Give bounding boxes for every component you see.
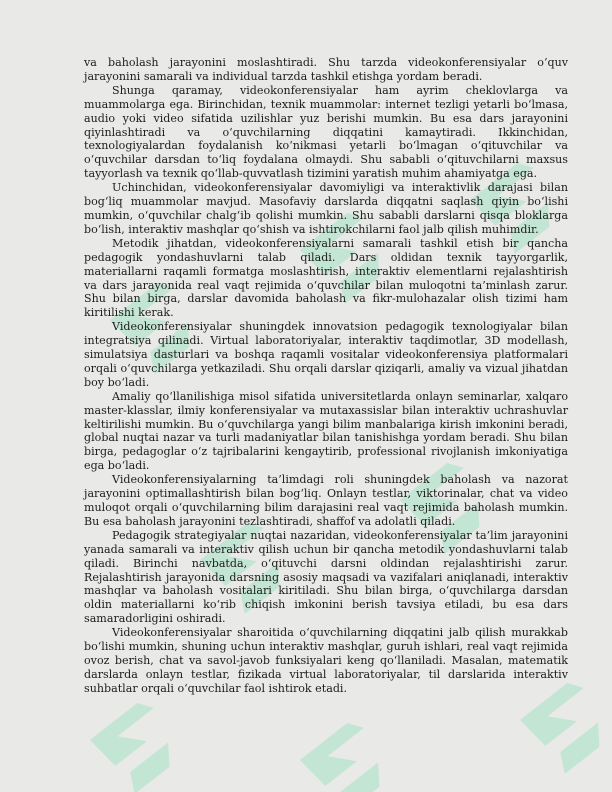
paragraph: Uchinchidan, videokonferensiyalar davomiyligi va interaktivlik darajasi bilan bog‘liq muammolar mavjud. Masofaviy darslarda diqqatni saqlash qiyin bo‘lishi mumkin, o‘quvchilar chalg‘ib qolishi mumkin. Shu sababli darslarni qisqa bloklarga bo‘lish, interaktiv mashqlar qo‘shish va ishtirokchilarni faol jalb qilish muhimdir. — [84, 181, 568, 236]
paragraph: Amaliy qo‘llanilishiga misol sifatida universitetlarda onlayn seminarlar, xalqaro master-klasslar, ilmiy konferensiyalar va mutaxassislar bilan interaktiv uchrashuvlar keltirilishi mumkin. Bu o‘quvchilarga yangi bilim manbalariga kirish imkonini beradi, global nuqtai nazar va turli madaniyatlar bilan tanishishga yordam beradi. Shu bilan birga, pedagoglar o‘z tajribalarini kengaytirib, professional rivojlanish imkoniyatiga ega bo‘ladi. — [84, 389, 568, 473]
paragraph: Pedagogik strategiyalar nuqtai nazaridan, videokonferensiyalar ta’lim jarayonini yanada samarali va interaktiv qilish uchun bir qancha metodik yondashuvlarni talab qiladi. Birinchi navbatda, o‘qituvchi darsni oldindan rejalashtirishi zarur. Rejalashtirish jarayonida darsning asosiy maqsadi va vazifalari aniqlanadi, interaktiv mashqlar va baholash vositalari kiritiladi. Shu bilan birga, o‘quvchilarga darsdan oldin materiallarni ko‘rib chiqish imkonini berish tavsiya etiladi, bu esa dars samaradorligini oshiradi. — [84, 528, 568, 626]
paragraph: Videokonferensiyalarning ta’limdagi roli shuningdek baholash va nazorat jarayonini optimallashtirish bilan bog‘liq. Onlayn testlar, viktorinalar, chat va video muloqot orqali o‘quvchilarning bilim darajasini real vaqt rejimida baholash mumkin. Bu esa baholash jarayonini tezlashtiradi, shaffof va adolatli qiladi. — [84, 473, 568, 528]
paragraph: Metodik jihatdan, videokonferensiyalarni samarali tashkil etish bir qancha pedagogik yondashuvlarni talab qiladi. Dars oldidan texnik tayyorgarlik, materiallarni raqamli formatga moslashtirish, interaktiv elementlarni rejalashtirish va dars jarayonida real vaqt rejimida o‘quvchilar bilan muloqotni ta’minlash zarur. Shu bilan birga, darslar davomida baholash va fikr-mulohazalar olish tizimi ham kiritilishi kerak. — [84, 236, 568, 320]
paragraph: Videokonferensiyalar sharoitida o‘quvchilarning diqqatini jalb qilish murakkab bo‘lishi mumkin, shuning uchun interaktiv mashqlar, guruh ishlari, real vaqt rejimida ovoz berish, chat va savol-javob funksiyalari keng qo‘llaniladi. Masalan, matematik darslarda onlayn testlar, fizikada virtual laboratoriyalar, til darslarida interaktiv suhbatlar orqali o‘quvchilar faol ishtirok etadi. — [84, 626, 568, 695]
document-page — [84, 56, 568, 696]
paragraph: Videokonferensiyalar shuningdek innovatsion pedagogik texnologiyalar bilan integratsiya qilinadi. Virtual laboratoriyalar, interaktiv taqdimotlar, 3D modellash, simulatsiya dasturlari va boshqa raqamli vositalar videokonferensiya platformalari orqali o‘quvchilarga yetkaziladi. Shu orqali darslar qiziqarli, amaliy va vizual jihatdan boy bo‘ladi. — [84, 320, 568, 389]
paragraph: Shunga qaramay, videokonferensiyalar ham ayrim cheklovlarga va muammolarga ega. Birinchidan, texnik muammolar: internet tezligi yetarli bo‘lmasa, audio yoki video sifatida uzilishlar yuz berishi mumkin. Bu esa dars jarayonini qiyinlashtiradi va o‘quvchilarning diqqatini kamaytiradi. Ikkinchidan, texnologiyalardan foydalanish ko‘nikmasi yetarli bo‘lmagan o‘qituvchilar va o‘quvchilar darsdan to‘liq foydalana olmaydi. Shu sababli o‘qituvchilarni maxsus tayyorlash va texnik qo‘llab-quvvatlash tizimini yaratish muhim ahamiyatga ega. — [84, 83, 568, 181]
paragraph: va baholash jarayonini moslashtiradi. Shu tarzda videokonferensiyalar o‘quv jarayonini samarali va individual tarzda tashkil etishga yordam beradi. — [84, 56, 568, 83]
